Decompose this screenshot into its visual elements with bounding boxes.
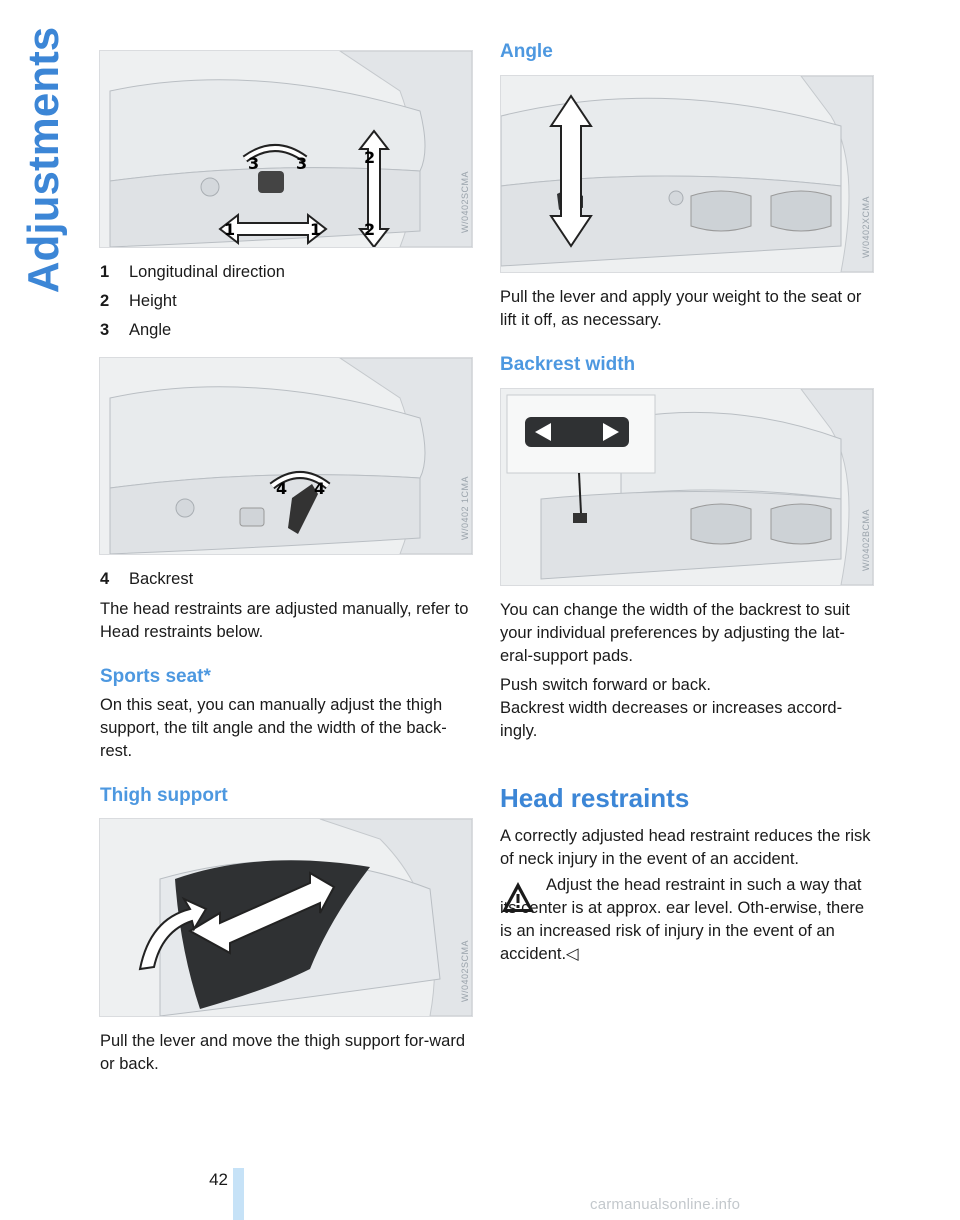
page-number-bar	[233, 1168, 244, 1220]
seat-illustration	[100, 51, 472, 247]
figure-angle	[500, 75, 874, 273]
watermark: carmanualsonline.info	[590, 1196, 741, 1213]
paragraph-backrest-width: You can change the width of the backrest to suit your individual preferences by adjusting the lat-eral-support pads.	[500, 601, 850, 665]
section-label: Adjustments	[19, 26, 68, 294]
figure-backrest-width	[500, 388, 874, 586]
heading-head-restraints: Head restraints	[500, 783, 690, 813]
paragraph-thigh-support: Pull the lever and move the thigh support for-ward or back.	[100, 1032, 466, 1073]
paragraph-head-restraints-ref: The head restraints are adjusted manually, refer to Head restraints below.	[100, 600, 469, 641]
list-item: 2 Height	[100, 292, 177, 310]
paragraph-angle: Pull the lever and apply your weight to the seat or lift it off, as necessary.	[500, 288, 862, 329]
adjustment-list-backrest	[100, 565, 193, 594]
figure-code: W/0402BCMA	[861, 508, 871, 571]
seat-illustration	[501, 76, 873, 272]
list-item: 4 Backrest	[100, 570, 194, 588]
svg-text:3: 3	[296, 154, 308, 173]
figure-seat-adjust-123	[99, 50, 473, 248]
figure-code: W/0402 1CMA	[460, 475, 470, 540]
svg-text:1: 1	[224, 220, 236, 239]
figure-code: W/0402XCMA	[861, 195, 871, 258]
seat-illustration	[100, 819, 472, 1016]
svg-text:1: 1	[310, 220, 322, 239]
figure-code: W/0402SCMA	[460, 939, 470, 1002]
adjustment-list	[100, 258, 285, 345]
heading-thigh-support: Thigh support	[100, 785, 228, 806]
svg-text:4: 4	[276, 479, 288, 498]
paragraph-backrest-switch: Push switch forward or back. Backrest width decreases or increases accord-ingly.	[500, 676, 843, 740]
page-number: 42	[209, 1170, 228, 1189]
figure-thigh-support	[99, 818, 473, 1017]
figure-code: W/0402SCMA	[460, 170, 470, 233]
heading-angle: Angle	[500, 41, 553, 62]
heading-backrest-width: Backrest width	[500, 354, 636, 375]
svg-text:2: 2	[364, 220, 376, 239]
seat-illustration	[501, 389, 873, 585]
list-item: 1 Longitudinal direction	[100, 263, 285, 281]
svg-text:2: 2	[364, 148, 376, 167]
list-item: 3 Angle	[100, 321, 172, 339]
end-marker: ◁	[566, 945, 579, 963]
seat-illustration	[100, 358, 472, 554]
svg-text:4: 4	[314, 479, 326, 498]
paragraph-head-restraints: A correctly adjusted head restraint reduces the risk of neck injury in the event of an accident.	[500, 827, 871, 868]
heading-sports-seat: Sports seat*	[100, 666, 211, 687]
warning-text: Adjust the head restraint in such a way that its center is at approx. ear level. Oth-erwise, there is an increased risk of injury in the event of an accident.◁	[500, 876, 865, 963]
svg-text:3: 3	[248, 154, 260, 173]
paragraph-sports-seat: On this seat, you can manually adjust the thigh support, the tilt angle and the width of the back-rest.	[100, 696, 447, 760]
figure-backrest	[99, 357, 473, 555]
